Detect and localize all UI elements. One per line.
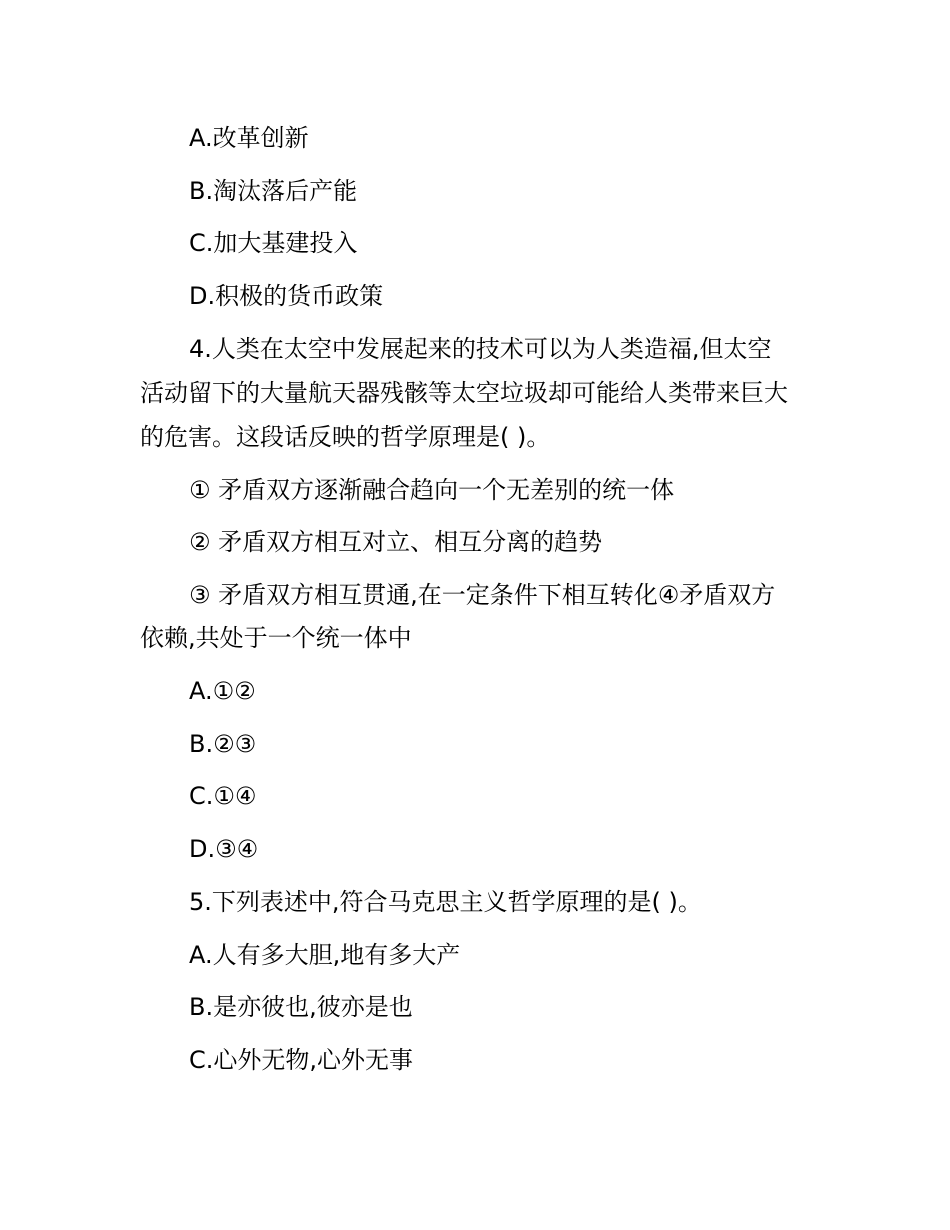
q4-stem-line3: 的危害。这段话反映的哲学原理是( )。 [140,423,551,451]
q4-option-d: D.③④ [189,835,259,863]
q3-option-d: D.积极的货币政策 [189,282,384,310]
q5-option-a: A.人有多大胆,地有多大产 [189,941,461,969]
q4-stem-line1: 4.人类在太空中发展起来的技术可以为人类造福,但太空 [189,335,772,363]
q4-option-b: B.②③ [189,730,257,758]
q3-option-b: B.淘汰落后产能 [189,177,358,205]
q4-statement-3-line1: ③ 矛盾双方相互贯通,在一定条件下相互转化④矛盾双方 [189,581,776,609]
q5-option-b: B.是亦彼也,彼亦是也 [189,993,413,1021]
q4-option-c: C.①④ [189,782,257,810]
q4-stem-line2: 活动留下的大量航天器残骸等太空垃圾却可能给人类带来巨大 [140,379,788,407]
q4-statement-2: ② 矛盾双方相互对立、相互分离的趋势 [189,528,603,556]
q5-option-c: C.心外无物,心外无事 [189,1046,414,1074]
q3-option-c: C.加大基建投入 [189,229,358,257]
q4-statement-3-line2: 依赖,共处于一个统一体中 [140,624,412,652]
q3-option-a: A.改革创新 [189,124,309,152]
q4-option-a: A.①② [189,677,256,705]
q4-statement-1: ① 矛盾双方逐渐融合趋向一个无差别的统一体 [189,476,675,504]
q5-stem: 5.下列表述中,符合马克思主义哲学原理的是( )。 [189,888,702,916]
